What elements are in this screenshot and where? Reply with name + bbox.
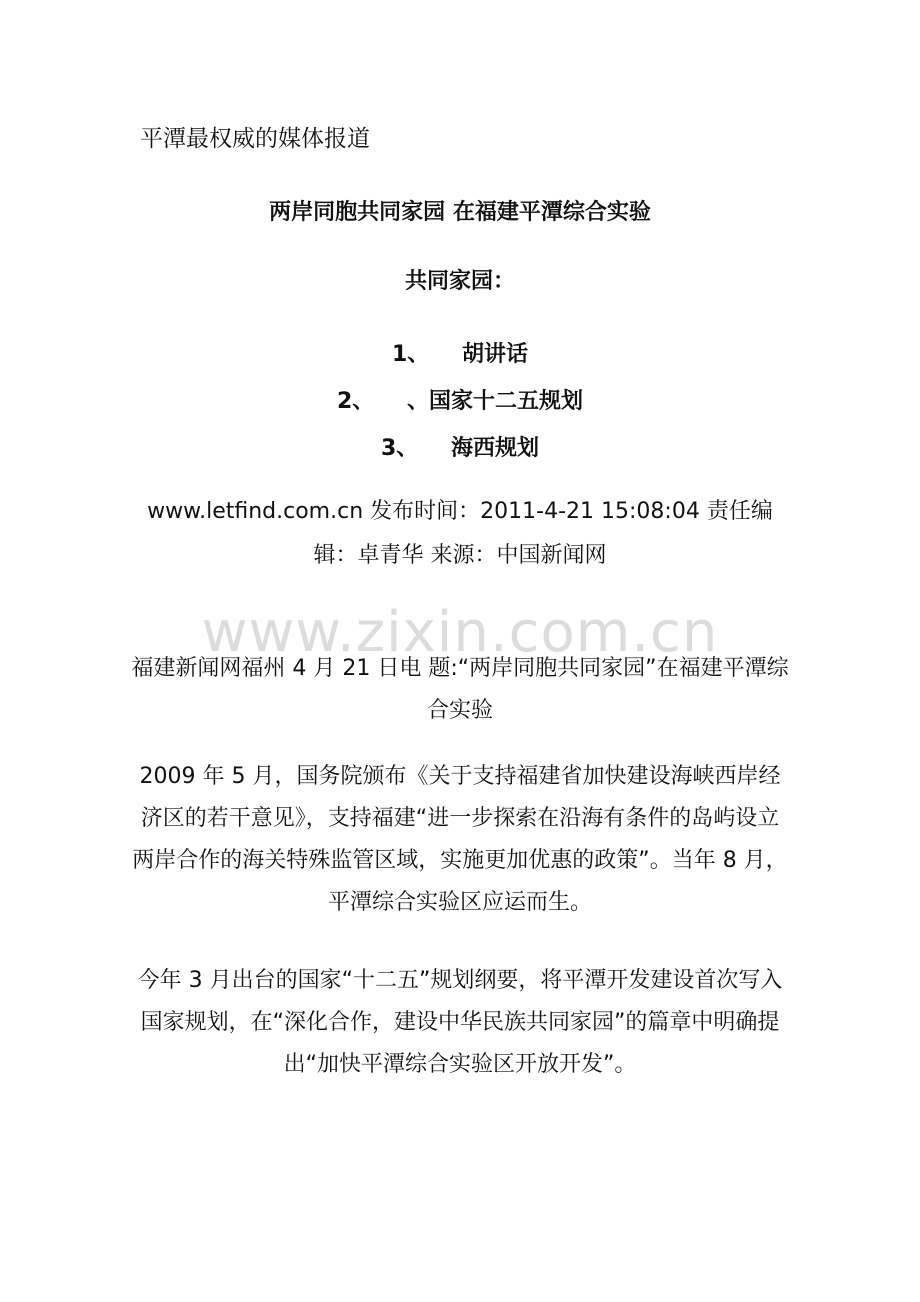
headline: 两岸同胞共同家园 在福建平潭综合实验 — [269, 200, 651, 225]
article-meta — [130, 490, 790, 578]
site-link[interactable]: www.letfind.com.cn — [147, 499, 364, 524]
list-number: 2、 — [336, 389, 375, 414]
media-line: 平潭最权威的媒体报道 — [140, 126, 370, 152]
source-name: 中国新闻网 — [496, 543, 607, 568]
list-item — [0, 337, 920, 368]
list-text: 海西规划 — [450, 436, 539, 461]
list-text: 胡讲话 — [461, 342, 528, 367]
subheading: 共同家园： — [404, 269, 515, 294]
paragraph: 2009 年 5 月，国务院颁布《关于支持福建省加快建设海峡西岸经济区的若干意见》，支持福建“进一步探索在沿海有条件的岛屿设立两岸合作的海关特殊监管区域，实施更加优惠的政策”。当年 8 月，平潭综合实验区应运而生。 — [132, 764, 788, 915]
editor-name: 卓青华 — [357, 543, 424, 568]
paragraph: 今年 3 月出台的国家“十二五”规划纲要，将平潭开发建设首次写入国家规划，在“深化合作，建设中华民族共同家园”的篇章中明确提出“加快平潭综合实验区开放开发”。 — [137, 968, 783, 1077]
list-number: 3、 — [380, 436, 419, 461]
editor-label: 责任编辑： — [313, 499, 773, 568]
list-text: 、国家十二五规划 — [406, 389, 583, 414]
source-label: 来源： — [430, 543, 497, 568]
publish-time: 2011-4-21 15:08:04 — [480, 499, 700, 524]
list-item — [0, 431, 920, 462]
watermark: www.zixin.com.cn — [201, 600, 719, 665]
dateline: 福建新闻网福州 4 月 21 日电 题:“两岸同胞共同家园”在福建平潭综合实验 — [131, 656, 789, 723]
list-number: 1、 — [391, 342, 430, 367]
list-item — [0, 384, 920, 415]
publish-label: 发布时间： — [370, 499, 481, 524]
